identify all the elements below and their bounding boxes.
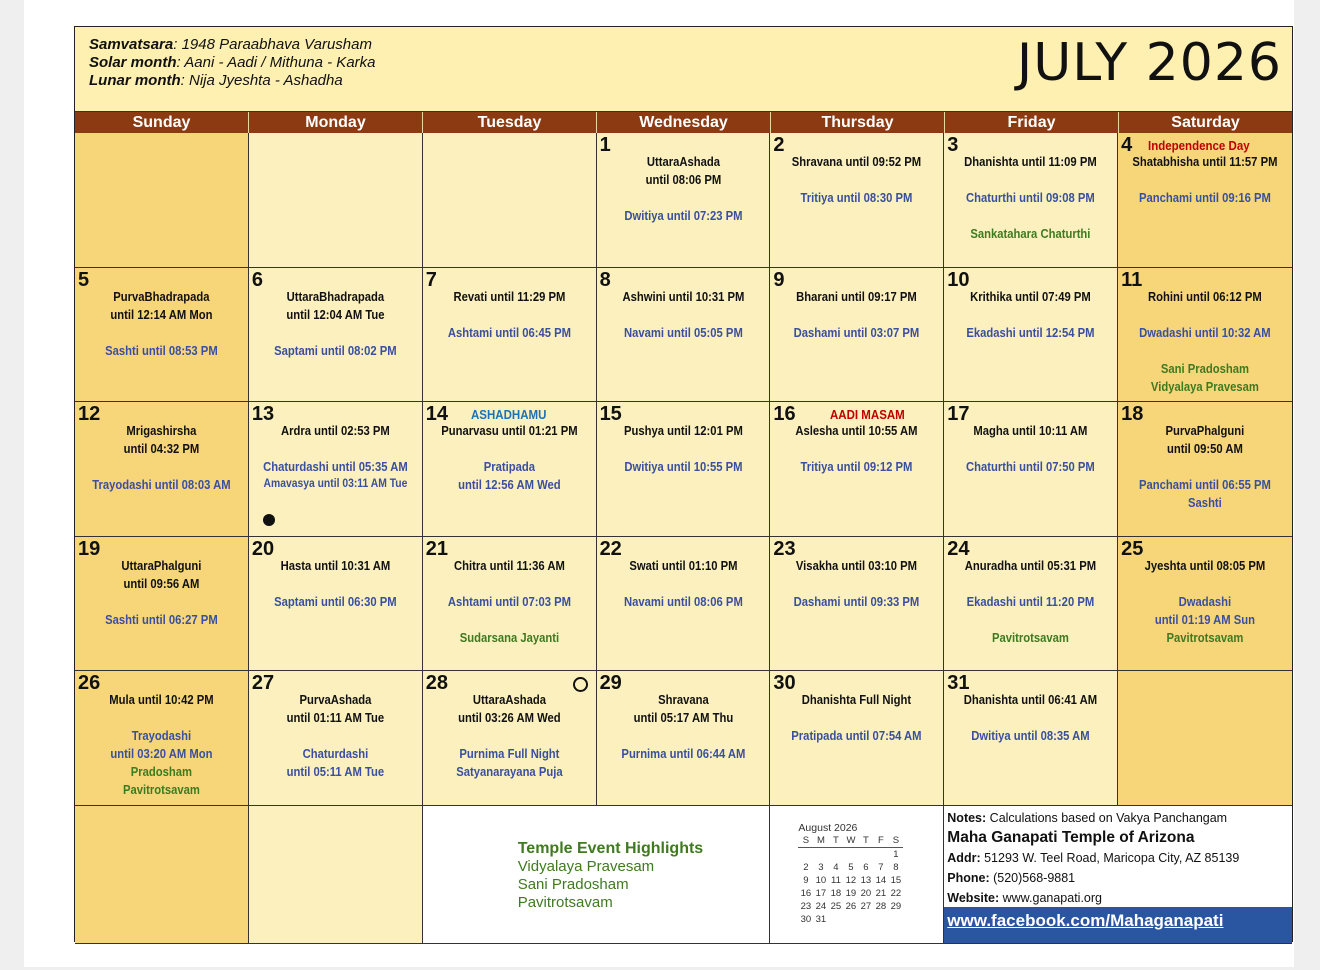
tithi-text: Dwitiya until 07:23 PM xyxy=(623,209,743,223)
day-cell-18 xyxy=(1118,402,1292,537)
weekday-header-row xyxy=(75,112,1292,133)
temple-event-highlights xyxy=(518,840,704,912)
day-number: 10 xyxy=(947,268,970,291)
mini-date xyxy=(843,847,858,861)
nakshatra-text: Dhanishta until 06:41 AM xyxy=(964,693,1098,708)
day-cell-26 xyxy=(75,671,249,806)
solar-month-value: : Aani - Aadi / Mithuna - Karka xyxy=(176,54,376,71)
day-cell-31 xyxy=(944,671,1118,806)
day-number: 21 xyxy=(425,537,448,560)
day-number: 17 xyxy=(947,403,970,426)
tithi-text: Ekadashi until 12:54 PM xyxy=(966,325,1095,340)
mini-weekday: T xyxy=(858,834,873,848)
nakshatra-text: Hasta until 10:31 AM xyxy=(280,558,391,573)
tithi-text: Ashtami until 06:45 PM xyxy=(447,325,571,340)
nakshatra-text: Dhanishta until 11:09 PM xyxy=(964,155,1097,169)
website-label: Website: xyxy=(947,890,1000,905)
day-number: 29 xyxy=(599,672,622,695)
day-cell-20 xyxy=(249,537,423,672)
mini-date: 12 xyxy=(845,874,857,886)
day-cell-11 xyxy=(1118,268,1292,403)
mini-date xyxy=(843,913,858,926)
calendar-grid xyxy=(75,133,1292,944)
highlight-item: Sani Pradosham xyxy=(517,875,629,893)
day-number: 9 xyxy=(773,268,785,291)
tithi-text: Saptami until 08:02 PM xyxy=(273,343,397,358)
tithi-text: Dwitiya until 08:35 AM xyxy=(971,729,1090,744)
nakshatra-text: until 12:14 AM Mon xyxy=(110,307,213,322)
nakshatra-text: until 08:06 PM xyxy=(645,173,721,187)
empty-day-cell xyxy=(75,133,249,268)
website-link[interactable]: www.ganapati.org xyxy=(999,890,1102,905)
tithi-text: Sashti xyxy=(1188,496,1222,511)
temple-info-box xyxy=(944,806,1292,944)
mini-weekday: S xyxy=(888,834,903,848)
nakshatra-text: UttaraPhalguni xyxy=(121,558,202,573)
nakshatra-text: until 09:56 AM xyxy=(123,576,200,591)
festival-text: Sani Pradosham xyxy=(1160,361,1250,376)
day-cell-5 xyxy=(75,268,249,403)
tithi-text: Purnima until 06:44 AM xyxy=(620,747,745,762)
tithi-text: Navami until 08:06 PM xyxy=(623,594,743,609)
full-moon-icon xyxy=(573,677,588,692)
mini-date: 21 xyxy=(875,887,887,899)
samvatsara-value: : 1948 Paraabhava Varusham xyxy=(173,36,372,53)
nakshatra-text: UttaraAshada xyxy=(472,693,546,708)
nakshatra-text: PurvaAshada xyxy=(299,693,372,708)
mini-date: 6 xyxy=(863,861,869,873)
mini-date: 1 xyxy=(893,848,899,860)
mini-date: 27 xyxy=(860,900,872,912)
mini-date: 26 xyxy=(845,900,857,912)
day-number: 27 xyxy=(251,672,275,695)
day-cell-22 xyxy=(597,537,771,672)
mini-date: 16 xyxy=(800,887,812,899)
mini-date: 4 xyxy=(833,861,839,873)
nakshatra-text: Shravana until 09:52 PM xyxy=(792,155,922,169)
tithi-text: until 05:11 AM Tue xyxy=(286,765,385,780)
day-number: 2 xyxy=(773,134,785,156)
day-cell-13 xyxy=(249,402,423,537)
nakshatra-text: until 09:50 AM xyxy=(1167,442,1243,457)
nakshatra-text: UttaraAshada xyxy=(646,155,720,169)
tithi-text: Tritiya until 08:30 PM xyxy=(800,191,913,205)
day-cell-25 xyxy=(1118,537,1292,672)
address-text: 51293 W. Teel Road, Maricopa City, AZ 85139 xyxy=(980,850,1240,865)
nakshatra-text: Magha until 10:11 AM xyxy=(973,424,1088,439)
day-number: 5 xyxy=(78,268,90,291)
mini-date: 31 xyxy=(815,913,827,925)
day-number: 28 xyxy=(425,672,448,695)
festival-text: Pavitrotsavam xyxy=(992,630,1070,645)
day-number: 4 xyxy=(1121,134,1133,156)
day-number: 24 xyxy=(947,537,970,560)
day-cell-2 xyxy=(770,133,944,268)
mini-date: 29 xyxy=(890,900,902,912)
tithi-text: Tritiya until 09:12 PM xyxy=(800,460,913,475)
mini-date xyxy=(858,847,873,861)
nakshatra-text: Mula until 10:42 PM xyxy=(109,693,214,708)
day-cell-14 xyxy=(423,402,597,537)
day-cell-6 xyxy=(249,268,423,403)
day-cell-12 xyxy=(75,402,249,537)
notes-label: Notes: xyxy=(947,810,987,825)
nakshatra-text: Swati until 01:10 PM xyxy=(628,558,738,573)
day-cell-21 xyxy=(423,537,597,672)
weekday-header: Friday xyxy=(945,112,1119,133)
empty-day-cell xyxy=(249,133,423,268)
weekday-header: Tuesday xyxy=(423,112,597,133)
day-banner: ASHADHAMU xyxy=(470,408,547,423)
notes-text: Calculations based on Vakya Panchangam xyxy=(986,810,1228,825)
mini-date: 3 xyxy=(818,861,824,873)
mini-date xyxy=(873,913,888,926)
mini-weekday: S xyxy=(798,834,813,848)
mini-calendar-august xyxy=(798,822,918,926)
day-cell-30 xyxy=(770,671,944,806)
mini-date xyxy=(813,847,828,861)
mini-date xyxy=(858,913,873,926)
tithi-text: Dwadashi until 10:32 AM xyxy=(1139,325,1271,340)
nakshatra-text: Ardra until 02:53 PM xyxy=(280,424,390,439)
solar-month-label: Solar month xyxy=(89,54,177,71)
mini-date: 24 xyxy=(815,900,827,912)
mini-date: 9 xyxy=(803,874,809,886)
mini-weekday: M xyxy=(813,834,828,848)
weekday-header: Wednesday xyxy=(597,112,771,133)
day-number: 23 xyxy=(773,537,796,560)
mini-date xyxy=(828,847,843,861)
lunar-month-value: : Nija Jyeshta - Ashadha xyxy=(180,72,343,89)
mini-date: 10 xyxy=(815,874,827,886)
nakshatra-text: until 12:04 AM Tue xyxy=(286,307,385,322)
tithi-text: Dwadashi xyxy=(1178,594,1232,609)
tithi-text: Purnima Full Night xyxy=(459,747,560,762)
day-number: 11 xyxy=(1121,268,1143,291)
tithi-text: Ekadashi until 11:20 PM xyxy=(966,594,1095,609)
nakshatra-text: Krithika until 07:49 PM xyxy=(970,289,1092,304)
mini-date xyxy=(873,847,888,861)
day-number: 26 xyxy=(78,672,101,695)
nakshatra-text: Rohini until 06:12 PM xyxy=(1148,289,1262,304)
day-number: 19 xyxy=(78,537,101,560)
day-number: 14 xyxy=(425,403,448,426)
day-number: 7 xyxy=(425,268,437,291)
temple-name: Maha Ganapati Temple of Arizona xyxy=(947,828,1195,846)
mini-date: 15 xyxy=(890,874,902,886)
mini-weekday: T xyxy=(828,834,843,848)
nakshatra-text: PurvaBhadrapada xyxy=(113,289,210,304)
tithi-text: Trayodashi until 08:03 AM xyxy=(92,478,231,493)
temple-info xyxy=(947,808,1239,908)
day-number: 20 xyxy=(251,537,275,560)
samvatsara-label: Samvatsara xyxy=(89,36,174,53)
mini-weekday: W xyxy=(843,834,858,848)
mini-date: 20 xyxy=(860,887,872,899)
nakshatra-text: PurvaPhalguni xyxy=(1165,424,1245,439)
nakshatra-text: Bharani until 09:17 PM xyxy=(796,289,918,304)
day-cell-15 xyxy=(597,402,771,537)
mini-date: 2 xyxy=(803,861,809,873)
facebook-bar xyxy=(944,907,1292,943)
nakshatra-text: until 05:17 AM Thu xyxy=(633,711,733,726)
day-cell-10 xyxy=(944,268,1118,403)
tithi-text: Chaturthi until 07:50 PM xyxy=(966,460,1096,475)
day-number: 12 xyxy=(78,403,101,426)
day-cell-3 xyxy=(944,133,1118,268)
weekday-header: Saturday xyxy=(1171,114,1240,131)
nakshatra-text: until 03:26 AM Wed xyxy=(457,711,561,726)
tithi-text: Chaturthi until 09:08 PM xyxy=(966,191,1096,205)
day-cell-28 xyxy=(423,671,597,806)
day-cell-24 xyxy=(944,537,1118,672)
nakshatra-text: Aslesha until 10:55 AM xyxy=(795,424,918,439)
day-cell-16 xyxy=(770,402,944,537)
nakshatra-text: Punarvasu until 01:21 PM xyxy=(440,424,578,439)
day-cell-7 xyxy=(423,268,597,403)
festival-text: Sankatahara Chaturthi xyxy=(970,227,1091,241)
tithi-text: until 12:56 AM Wed xyxy=(457,478,561,493)
tithi-text: Pratipada xyxy=(483,460,535,475)
day-number: 25 xyxy=(1121,537,1144,560)
empty-bottom-cell xyxy=(249,806,423,944)
nakshatra-text: UttaraBhadrapada xyxy=(286,289,385,304)
empty-day-cell xyxy=(423,133,597,268)
tithi-text: Panchami until 06:55 PM xyxy=(1139,478,1272,493)
mini-date: 13 xyxy=(860,874,872,886)
mini-date: 8 xyxy=(893,861,899,873)
phone-text: (520)568-9881 xyxy=(989,870,1076,885)
mini-date: 23 xyxy=(800,900,812,912)
mini-date xyxy=(888,913,903,926)
weekday-header: Sunday xyxy=(75,112,249,133)
day-number: 22 xyxy=(599,537,622,560)
tithi-text: until 01:19 AM Sun xyxy=(1154,612,1256,627)
day-cell-9 xyxy=(770,268,944,403)
mini-calendar-box xyxy=(770,806,944,944)
mini-date: 19 xyxy=(845,887,857,899)
tithi-text: Satyanarayana Puja xyxy=(455,765,563,780)
highlights-box xyxy=(423,806,771,944)
nakshatra-text: Ashwini until 10:31 PM xyxy=(622,289,744,304)
mini-calendar-title: August 2026 xyxy=(798,821,858,834)
address-line xyxy=(947,848,1239,868)
mini-weekday: F xyxy=(873,834,888,848)
highlights-title: Temple Event Highlights xyxy=(517,839,704,857)
mini-date: 14 xyxy=(875,874,887,886)
nakshatra-text: Shatabhisha until 11:57 PM xyxy=(1132,155,1278,169)
lunar-month-line xyxy=(89,72,343,90)
tithi-text: Pratipada until 07:54 AM xyxy=(791,729,922,744)
tithi-text: Chaturdashi until 05:35 AM xyxy=(262,460,408,475)
tithi-text: Dwitiya until 10:55 PM xyxy=(623,460,743,475)
day-number: 30 xyxy=(773,672,796,695)
festival-text: Sudarsana Jayanti xyxy=(459,630,559,645)
day-cell-29 xyxy=(597,671,771,806)
page-sheet xyxy=(24,0,1294,967)
nakshatra-text: Revati until 11:29 PM xyxy=(453,289,566,304)
day-cell-17 xyxy=(944,402,1118,537)
festival-text: Pavitrotsavam xyxy=(122,783,200,798)
new-moon-icon xyxy=(263,514,275,526)
mini-date: 17 xyxy=(815,887,827,899)
mini-date xyxy=(828,913,843,926)
day-cell-8 xyxy=(597,268,771,403)
solar-month-line xyxy=(89,54,376,72)
tithi-text: Dashami until 09:33 PM xyxy=(794,594,920,609)
mini-date: 25 xyxy=(830,900,842,912)
tithi-text: Sashti until 06:27 PM xyxy=(105,612,218,627)
tithi-text: Panchami until 09:16 PM xyxy=(1139,191,1272,205)
nakshatra-text: Mrigashirsha xyxy=(126,424,197,439)
nakshatra-text: until 01:11 AM Tue xyxy=(286,711,385,726)
day-banner: Independence Day xyxy=(1148,139,1250,153)
tithi-text: Amavasya until 03:11 AM Tue xyxy=(263,478,408,491)
weekday-header: Thursday xyxy=(771,112,945,133)
tithi-text: until 03:20 AM Mon xyxy=(110,747,213,762)
samvatsara-line xyxy=(89,36,372,54)
day-number: 15 xyxy=(599,403,622,426)
day-cell-27 xyxy=(249,671,423,806)
day-number: 31 xyxy=(947,672,970,695)
day-number: 16 xyxy=(773,403,796,426)
notes-line xyxy=(947,808,1239,828)
weekday-header: Monday xyxy=(249,112,423,133)
tithi-text: Saptami until 06:30 PM xyxy=(273,594,397,609)
nakshatra-text: Pushya until 12:01 PM xyxy=(623,424,743,439)
nakshatra-text: Jyeshta until 08:05 PM xyxy=(1144,558,1266,573)
tithi-text: Sashti until 08:53 PM xyxy=(105,343,218,358)
festival-text: Vidyalaya Pravesam xyxy=(1151,379,1260,394)
day-cell-1 xyxy=(597,133,771,268)
nakshatra-text: until 04:32 PM xyxy=(123,442,200,457)
mini-date: 5 xyxy=(848,861,854,873)
mini-date: 18 xyxy=(830,887,842,899)
phone-label: Phone: xyxy=(947,870,990,885)
day-number: 1 xyxy=(599,134,611,156)
nakshatra-text: Anuradha until 05:31 PM xyxy=(965,558,1097,573)
tithi-text: Navami until 05:05 PM xyxy=(623,325,743,340)
nakshatra-text: Shravana xyxy=(657,693,709,708)
tithi-text: Ashtami until 07:03 PM xyxy=(447,594,571,609)
nakshatra-text: Dhanishta Full Night xyxy=(802,693,912,708)
day-number: 18 xyxy=(1121,403,1144,426)
tithi-text: Chaturdashi xyxy=(302,747,369,762)
day-cell-19 xyxy=(75,537,249,672)
day-number: 13 xyxy=(251,403,275,426)
day-cell-23 xyxy=(770,537,944,672)
festival-text: Pavitrotsavam xyxy=(1166,630,1244,645)
mini-date: 28 xyxy=(875,900,887,912)
highlight-item: Vidyalaya Pravesam xyxy=(517,857,655,875)
mini-date: 22 xyxy=(890,887,902,899)
highlight-item: Pavitrotsavam xyxy=(517,893,613,911)
address-label: Addr: xyxy=(947,850,981,865)
mini-date: 11 xyxy=(830,874,841,886)
day-number: 3 xyxy=(947,134,959,156)
day-number: 8 xyxy=(599,268,611,291)
month-title: JULY 2026 xyxy=(1016,33,1282,93)
calendar-header xyxy=(75,27,1292,112)
mini-date xyxy=(798,847,813,861)
mini-date: 30 xyxy=(800,913,812,925)
tithi-text: Dashami until 03:07 PM xyxy=(794,325,920,340)
empty-bottom-cell xyxy=(75,806,249,944)
mini-date: 7 xyxy=(878,861,884,873)
festival-text: Pradosham xyxy=(130,765,193,780)
tithi-text: Trayodashi xyxy=(131,729,192,744)
calendar xyxy=(74,26,1293,942)
lunar-month-label: Lunar month xyxy=(89,72,181,89)
nakshatra-text: Chitra until 11:36 AM xyxy=(453,558,565,573)
day-cell-4 xyxy=(1118,133,1292,268)
day-number: 6 xyxy=(251,268,263,291)
day-banner: AADI MASAM xyxy=(830,408,906,423)
facebook-link[interactable]: www.facebook.com/Mahaganapati xyxy=(947,910,1224,930)
nakshatra-text: Visakha until 03:10 PM xyxy=(796,558,918,573)
website-line[interactable] xyxy=(947,888,1239,908)
phone-line xyxy=(947,868,1239,888)
empty-day-cell xyxy=(1118,671,1292,806)
